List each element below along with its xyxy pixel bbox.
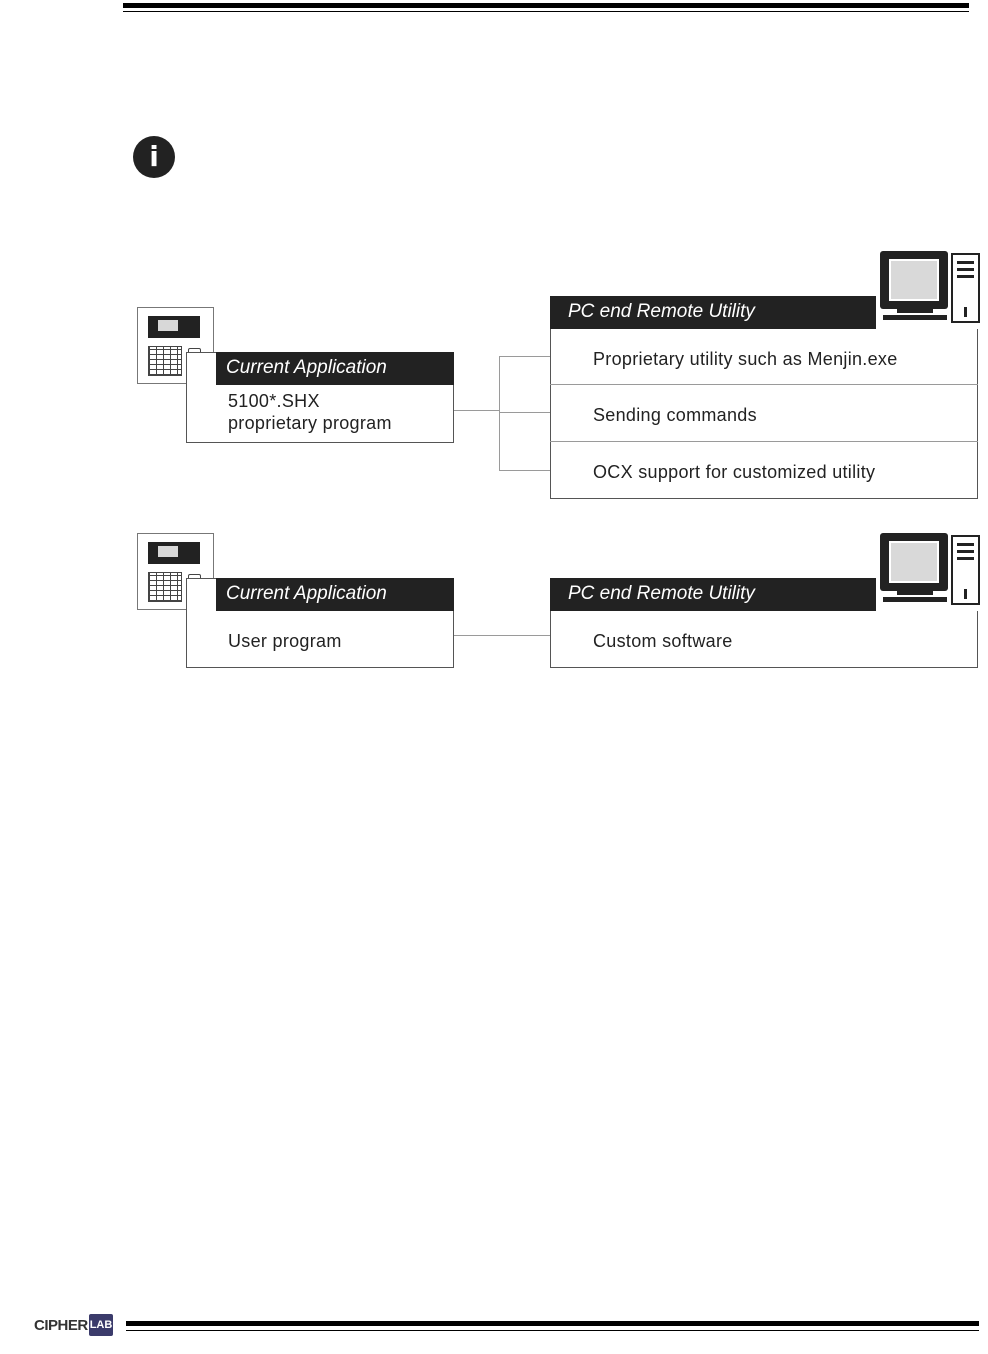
connector-branch-2 bbox=[499, 412, 550, 413]
connector-line bbox=[454, 410, 499, 411]
device-program-line-2: proprietary program bbox=[228, 413, 392, 433]
pc-item-ocx-support: OCX support for customized utility bbox=[593, 462, 876, 482]
footer-rule-thick bbox=[126, 1321, 979, 1326]
current-application-header: Current Application bbox=[216, 352, 454, 385]
device-user-program: User program bbox=[228, 631, 342, 651]
pc-remote-utility-header: PC end Remote Utility bbox=[550, 578, 876, 611]
device-program-line-1: 5100*.SHX bbox=[228, 391, 320, 411]
pc-remote-utility-header: PC end Remote Utility bbox=[550, 296, 876, 329]
logo-text: CIPHER bbox=[34, 1317, 88, 1334]
connector-branch-1 bbox=[499, 356, 550, 357]
info-icon: i bbox=[133, 136, 175, 178]
footer-rule-thin bbox=[126, 1330, 979, 1331]
cipherlab-logo bbox=[34, 1314, 114, 1338]
pc-item-sending-commands: Sending commands bbox=[593, 405, 757, 425]
desktop-computer-icon bbox=[877, 249, 983, 325]
header-rule-thick bbox=[123, 3, 969, 8]
current-application-header: Current Application bbox=[216, 578, 454, 611]
desktop-computer-icon bbox=[877, 531, 983, 607]
pc-item-custom-software: Custom software bbox=[593, 631, 733, 651]
pc-item-menjin: Proprietary utility such as Menjin.exe bbox=[593, 349, 898, 369]
pc-box-divider-1 bbox=[550, 384, 978, 385]
pc-box-divider-2 bbox=[550, 441, 978, 442]
logo-badge: LAB bbox=[89, 1314, 113, 1336]
connector-bracket-vertical bbox=[499, 356, 500, 471]
connector-branch-3 bbox=[499, 470, 550, 471]
header-rule-thin bbox=[123, 11, 969, 12]
connector-line bbox=[454, 635, 550, 636]
